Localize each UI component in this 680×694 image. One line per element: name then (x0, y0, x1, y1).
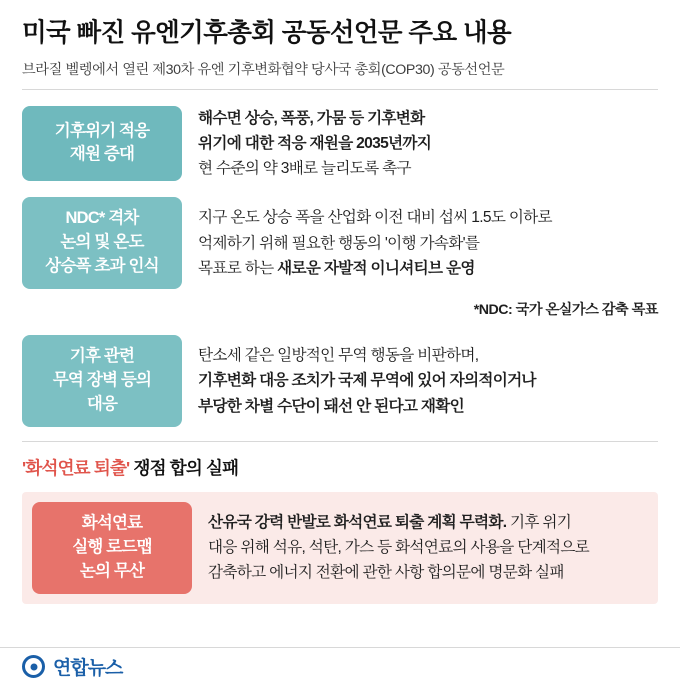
row-label-text: 기후위기 적응 재원 증대 (54, 121, 150, 164)
row-body-line: 억제하기 위해 필요한 행동의 '이행 가속화'를 (198, 234, 480, 252)
brand-name: 연합뉴스 (53, 658, 123, 679)
yonhap-logo-icon (22, 655, 45, 678)
row-label (22, 106, 182, 182)
section-heading-rest: 쟁점 합의 실패 (129, 457, 239, 478)
content-row (22, 197, 658, 289)
row-label-text: NDC* 격차 논의 및 온도 상승폭 초과 인식 (45, 209, 159, 276)
brand-footer (22, 653, 122, 680)
row-body (182, 335, 658, 427)
header-divider (22, 89, 658, 90)
fail-body-line-plain: 기후 위기 (506, 513, 572, 531)
row-body-line (198, 131, 658, 156)
footer-divider (0, 647, 680, 648)
row-body-line-bold: 해수면 상승, 폭풍, 가뭄 등 기후변화 (198, 109, 425, 127)
row-body-line (198, 368, 658, 393)
section-heading-highlight: '화석연료 퇴출' (22, 457, 130, 478)
row-body-line-bold: 부당한 차별 수단이 돼선 안 된다고 재확인 (198, 397, 464, 415)
content-row (22, 335, 658, 427)
fail-body (192, 492, 658, 604)
row-body (182, 197, 658, 289)
row-body-line: 현 수준의 약 3배로 늘리도록 촉구 (198, 160, 411, 178)
fail-label (32, 502, 192, 594)
row-label-text: 기후 관련 무역 장벽 등의 대응 (52, 347, 152, 413)
row-body-line: 탄소세 같은 일방적인 무역 행동을 비판하며, (198, 347, 479, 365)
section-divider (22, 441, 658, 442)
section-heading (22, 455, 658, 480)
row-body-line (198, 394, 658, 419)
fail-label-text: 화석연료 실행 로드맵 논의 무산 (72, 513, 152, 580)
row-body-line: 지구 온도 상승 폭을 산업화 이전 대비 섭씨 1.5도 이하로 (198, 209, 552, 227)
row-body-line-bold: 새로운 자발적 이니셔티브 운영 (277, 259, 475, 277)
row-label (22, 335, 182, 427)
fail-body-line: 감축하고 에너지 전환에 관한 사항 합의문에 명문화 실패 (208, 564, 564, 582)
content-row (22, 106, 658, 182)
row-label (22, 197, 182, 289)
row-body-line-bold: 기후변화 대응 조치가 국제 무역에 있어 자의적이거나 (198, 372, 536, 390)
row-body-line-bold: 위기에 대한 적응 재원을 2035년까지 (198, 134, 432, 152)
fail-body-line-bold: 산유국 강력 반발로 화석연료 퇴출 계획 무력화. (208, 513, 507, 531)
footnote: *NDC: 국가 온실가스 감축 목표 (473, 302, 658, 319)
fail-body-line: 대응 위해 석유, 석탄, 가스 등 화석연료의 사용을 단계적으로 (208, 539, 590, 557)
page-title: 미국 빠진 유엔기후총회 공동선언문 주요 내용 (22, 19, 512, 47)
page-subtitle: 브라질 벨렝에서 열린 제30차 유엔 기후변화협약 당사국 총회(COP30) 공동선언문 (22, 61, 505, 78)
fail-body-line (208, 510, 644, 535)
row-body-line (198, 256, 658, 281)
row-body-line (198, 106, 658, 131)
row-body (182, 106, 658, 182)
fail-block (22, 492, 658, 604)
row-body-line-plain: 목표로 하는 (198, 259, 278, 277)
